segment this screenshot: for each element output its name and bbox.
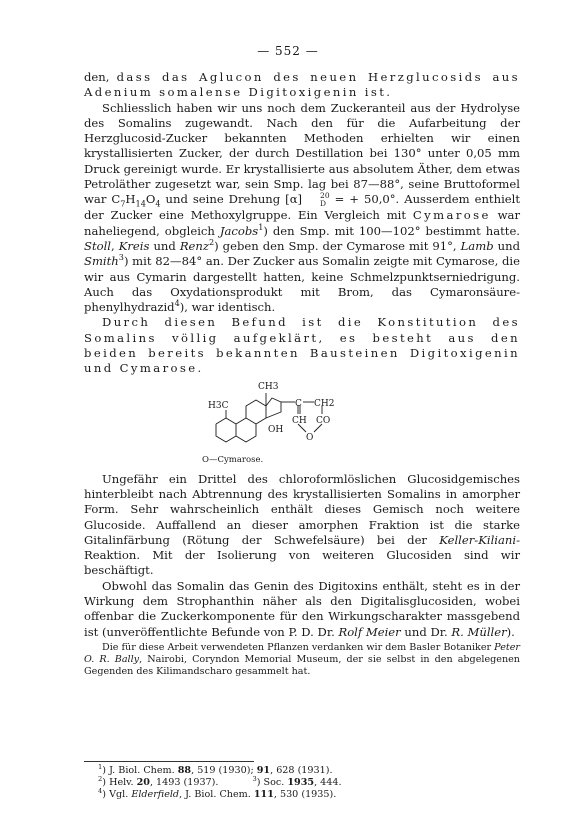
- text: ) den Smp. mit 100—102° bestimmt hatte.: [263, 223, 520, 238]
- label-ch3-top: CH3: [258, 381, 279, 392]
- author-name: Keller-Kiliani: [439, 532, 517, 547]
- text: ) Vgl.: [102, 789, 132, 801]
- text: H: [125, 192, 136, 207]
- author-name: Peter O. R. Bally: [84, 641, 520, 666]
- footnote-marker: 4: [174, 298, 180, 309]
- volume: 88: [177, 765, 192, 776]
- footnotes: [84, 761, 520, 802]
- footnote-2-3: [84, 777, 520, 789]
- label-co: CO: [316, 415, 331, 426]
- text: und: [493, 238, 520, 253]
- structure-diagram: [202, 378, 402, 468]
- volume: 20: [136, 777, 150, 789]
- text: ) Helv.: [102, 777, 137, 789]
- author-name: Stoll: [84, 238, 111, 253]
- text: , 628 (1931).: [270, 765, 333, 776]
- label-o-cymarose: O—Cymarose.: [202, 454, 264, 465]
- paragraph-5: [84, 579, 520, 640]
- label-ch2: CH2: [314, 398, 335, 409]
- footnote-marker: 2: [98, 775, 103, 784]
- text: , 1493 (1937).: [149, 777, 219, 789]
- author-name: Renz: [179, 238, 209, 253]
- text: Obwohl das Somalin das Genin des Digitoxins enthält, steht es in der Wirkung dem Strophanthin näher als den Digitalisglucosiden, wobei offenbar die Zuckerkomponente für den Wirkungscharakter massgebend ist (unveröffentlichte Befunde von P. D. Dr.: [84, 578, 520, 639]
- footnote-marker: 1: [258, 221, 264, 232]
- footnote-1: [84, 762, 520, 777]
- text: ), war identisch.: [179, 300, 276, 315]
- volume: 91: [256, 765, 271, 776]
- footnote-rule: [84, 761, 254, 762]
- text: Ungefähr ein Drittel des chloroformlöslichen Glucosidgemisches hinterbleibt nach Abtrennung des krystallisierten Somalins in amorpher Form. Sehr wahrscheinlich enthält dieses Gemisch noch weitere Glucoside. Auffallend an dieser amorphen Fraktion ist die starke Gitalinfärbung (Rötung der Schwefelsäure) bei der: [84, 471, 520, 547]
- paragraph-4: [84, 472, 520, 579]
- author-name: Smith: [84, 254, 119, 269]
- text: ) mit 82—84° an. Der Zucker aus Somalin zeigte mit Cymarose, die wir aus Cymarin dargestellt hatten, keine Schmelzpunktserniedrigung. Auch das Oxydationsprodukt mit Brom, das Cymaronsäure-phenylhydrazid: [84, 254, 520, 315]
- text: war naheliegend, obgleich: [84, 208, 520, 238]
- author-name: R. Müller: [451, 624, 507, 639]
- footnote-4: [84, 789, 520, 801]
- text: und Dr.: [400, 624, 452, 639]
- text: ) J. Biol. Chem.: [102, 765, 178, 776]
- chemical-structure: [84, 378, 520, 468]
- text: ) Soc.: [256, 777, 288, 789]
- volume: 111: [253, 789, 274, 801]
- spaced-text: dass das Aglucon des neuen Herzglucosids aus Adenium somalense Digitoxigenin ist.: [84, 70, 521, 100]
- label-h3c: H3C: [208, 400, 229, 411]
- text: ) geben den Smp. der Cymarose mit 91°,: [214, 238, 461, 253]
- text: und seine Drehung [α]: [160, 192, 303, 207]
- text: = + 50,0°. Ausserdem enthielt der Zucker eine Methoxylgruppe. Ein Vergleich mit: [84, 192, 520, 223]
- footnote-marker: 2: [208, 237, 215, 248]
- text: den,: [84, 70, 117, 84]
- page-number: — 552 —: [257, 44, 319, 58]
- text: O: [145, 192, 156, 207]
- text: ).: [506, 624, 515, 639]
- text: -Reaktion. Mit der Isolierung von weiteren Glucosiden sind wir beschäftigt.: [84, 532, 520, 578]
- footnote-marker: 3: [118, 252, 124, 263]
- label-oh: OH: [268, 424, 284, 435]
- body-text: [84, 70, 520, 679]
- author-name: Kreis: [118, 238, 150, 253]
- label-o: O: [306, 432, 314, 443]
- text: Die für diese Arbeit verwendeten Pflanzen verdanken wir dem Basler Botaniker: [102, 641, 495, 653]
- volume: 1935: [287, 777, 315, 789]
- author-name: Elderfield: [131, 789, 180, 801]
- text: , 444.: [314, 777, 342, 789]
- label-ch: CH: [292, 415, 307, 426]
- author-name: Rolf Meier: [338, 624, 401, 639]
- text: , Nairobi, Coryndon Memorial Museum, der sie selbst in den abgelegenen Gegenden des Kilimandscharo gesammelt hat.: [84, 654, 520, 678]
- paragraph-1: [84, 70, 520, 101]
- paragraph-2: [84, 101, 520, 316]
- author-name: Jacobs: [219, 223, 259, 238]
- rotation-superscript: 20: [320, 191, 330, 201]
- author-name: Lamb: [460, 238, 494, 253]
- text: , 519 (1930);: [191, 765, 257, 776]
- acknowledgement-note: [84, 642, 520, 679]
- text: , J. Biol. Chem.: [179, 789, 254, 801]
- text: Schliesslich haben wir uns noch dem Zuckeranteil aus der Hydrolyse des Somalins zugewandt. Nach den für die Aufarbeitung der Herzglucosid-Zucker bekannten Methoden erhielten wir einen krystallisierten Zucker, der durch Destillation bei 130° unter 0,05 mm Druck gereinigt wurde. Er krystallisierte aus absolutem Äther, dem etwas Petroläther zugesetzt war, sein Smp. lag bei 87—88°, seine Bruttoformel war C: [84, 100, 520, 207]
- paragraph-3: Durch diesen Befund ist die Konstitution des Somalins völlig aufgeklärt, es besteht aus den beiden bereits bekannten Bausteinen Digitoxigenin und Cymarose.: [84, 315, 520, 376]
- subscript: 14: [135, 198, 146, 209]
- spaced-text: Cymarose: [412, 208, 491, 223]
- text: und: [149, 238, 180, 253]
- text: , 530 (1935).: [273, 789, 337, 801]
- text: ,: [111, 238, 119, 253]
- rotation-subscript: D: [320, 199, 327, 209]
- footnote-marker: 3: [252, 775, 257, 784]
- subscript: 4: [155, 198, 161, 209]
- subscript: 7: [120, 198, 126, 209]
- label-c: C: [295, 398, 302, 409]
- footnote-marker: 1: [98, 762, 103, 771]
- footnote-marker: 4: [98, 787, 103, 796]
